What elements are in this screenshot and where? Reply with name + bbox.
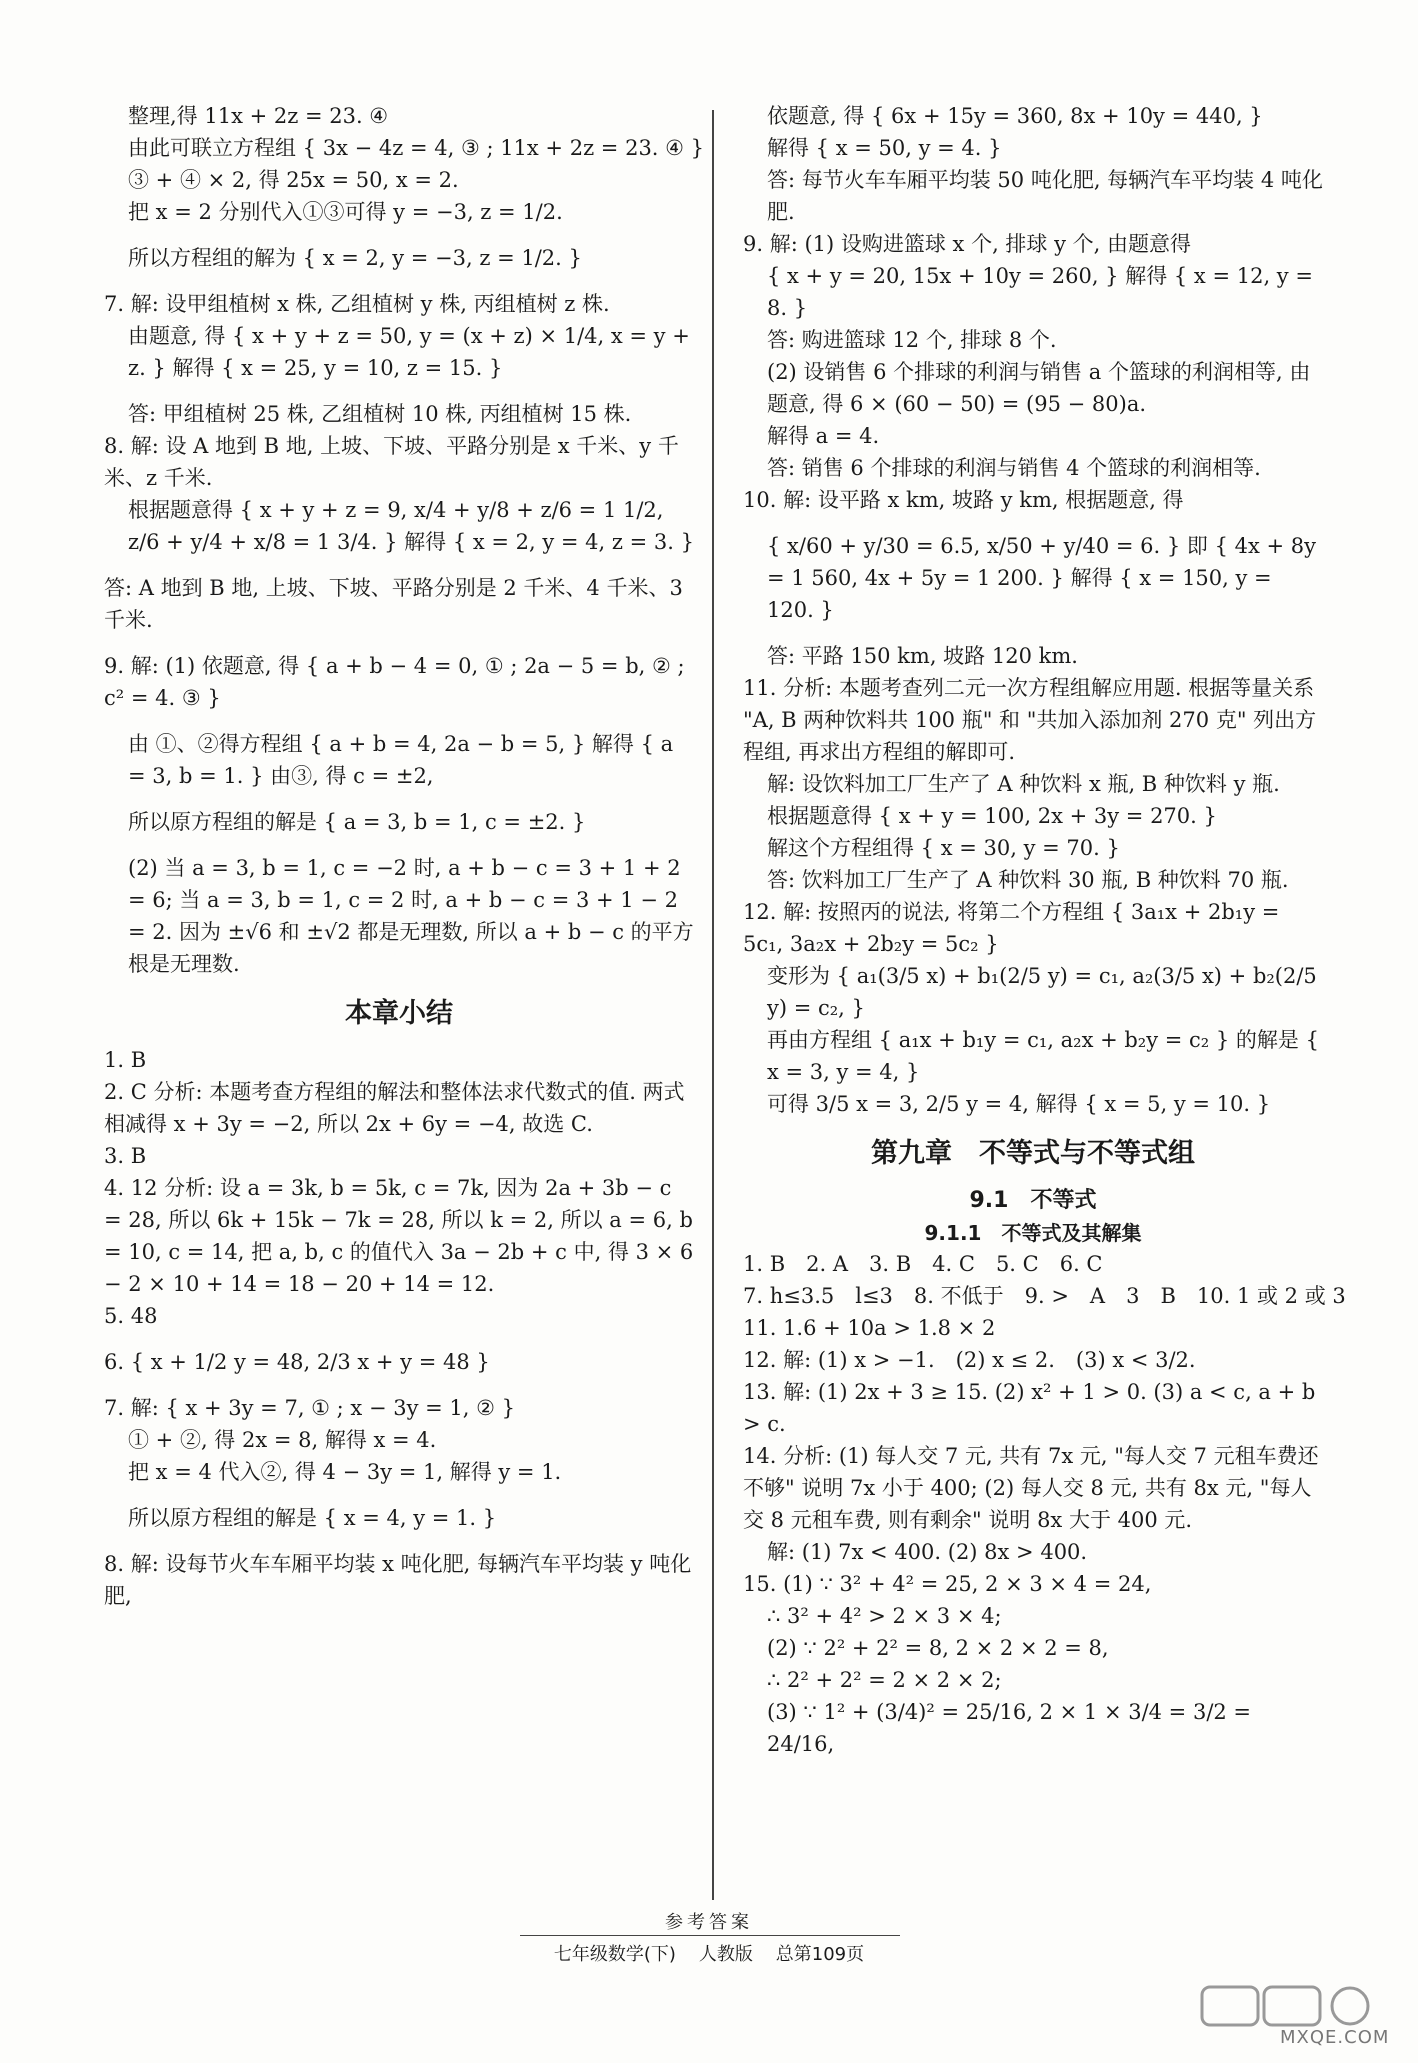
footer-title: 参考答案 (665, 1912, 753, 1933)
section-title: 9.1 不等式 (969, 1188, 1097, 1213)
text-line: 15. (1) ∵ 3² + 4² = 25, 2 × 3 × 4 = 24, (743, 1572, 1152, 1596)
text-line: 所以原方程组的解是 { x = 4, y = 1. } (128, 1506, 497, 1530)
text-line: 9. 解: (1) 依题意, 得 { a + b − 4 = 0, ① ; 2a − 5 = b, ② ; c² = 4. ③ } (104, 654, 685, 710)
text-line: 8. 解: 设每节火车车厢平均装 x 吨化肥, 每辆汽车平均装 y 吨化肥, (104, 1552, 692, 1608)
text-line: 解得 a = 4. (767, 424, 880, 448)
text-line: 7. 解: { x + 3y = 7, ① ; x − 3y = 1, ② } (104, 1396, 515, 1420)
text-line: 5. 48 (104, 1304, 158, 1328)
text-line: 答: 甲组植树 25 株, 乙组植树 10 株, 丙组植树 15 株. (128, 402, 632, 426)
text-line: 10. 解: 设平路 x km, 坡路 y km, 根据题意, 得 (743, 488, 1184, 512)
text-line: 可得 3/5 x = 3, 2/5 y = 4, 解得 { x = 5, y = 10. } (767, 1092, 1271, 1116)
left-column (104, 100, 705, 1612)
text-line: 7. 解: 设甲组植树 x 株, 乙组植树 y 株, 丙组植树 z 株. (104, 292, 610, 316)
text-line: 解这个方程组得 { x = 30, y = 70. } (767, 836, 1120, 860)
text-line: 答: A 地到 B 地, 上坡、下坡、平路分别是 2 千米、4 千米、3 千米. (104, 576, 683, 632)
text-line: 答: 饮料加工厂生产了 A 种饮料 30 瓶, B 种饮料 70 瓶. (767, 868, 1289, 892)
text-line: (3) ∵ 1² + (3/4)² = 25/16, 2 × 1 × 3/4 = 3/2 = 24/16, (767, 1700, 1252, 1756)
footer-info (0, 1940, 1418, 1966)
text-line: 答: 购进篮球 12 个, 排球 8 个. (767, 328, 1057, 352)
text-line: (2) ∵ 2² + 2² = 8, 2 × 2 × 2 = 8, (767, 1636, 1109, 1660)
text-line: 所以原方程组的解是 { a = 3, b = 1, c = ±2. } (128, 810, 586, 834)
text-line: 答: 销售 6 个排球的利润与销售 4 个篮球的利润相等. (767, 456, 1261, 480)
text-line: (2) 设销售 6 个排球的利润与销售 a 个篮球的利润相等, 由题意, 得 6 × (60 − 50) = (95 − 80)a. (767, 360, 1311, 416)
text-line: 再由方程组 { a₁x + b₁y = c₁, a₂x + b₂y = c₂ } 的解是 { x = 3, y = 4, } (767, 1028, 1319, 1084)
text-line: 2. C 分析: 本题考查方程组的解法和整体法求代数式的值. 两式相减得 x + 3y = −2, 所以 2x + 6y = −4, 故选 C. (104, 1080, 685, 1136)
text-line: 由题意, 得 { x + y + z = 50, y = (x + z) × 1/4, x = y + z. } 解得 { x = 25, y = 10, z = 15. } (128, 324, 690, 380)
text-line: 8. 解: 设 A 地到 B 地, 上坡、下坡、平路分别是 x 千米、y 千米、z 千米. (104, 434, 679, 490)
text-line: ∴ 2² + 2² = 2 × 2 × 2; (767, 1668, 1002, 1692)
text-line: 由 ①、②得方程组 { a + b = 4, 2a − b = 5, } 解得 { a = 3, b = 1. } 由③, 得 c = ±2, (128, 732, 674, 788)
text-line: 9. 解: (1) 设购进篮球 x 个, 排球 y 个, 由题意得 (743, 232, 1191, 256)
footer-rule (520, 1935, 900, 1936)
watermark-logo-icon (1200, 1985, 1400, 2029)
text-line: 变形为 { a₁(3/5 x) + b₁(2/5 y) = c₁, a₂(3/5 x) + b₂(2/5 y) = c₂, } (767, 964, 1317, 1020)
text-line: 根据题意得 { x + y = 100, 2x + 3y = 270. } (767, 804, 1217, 828)
text-line: ③ + ④ × 2, 得 25x = 50, x = 2. (128, 168, 459, 192)
text-line: (2) 当 a = 3, b = 1, c = −2 时, a + b − c = 3 + 1 + 2 = 6; 当 a = 3, b = 1, c = 2 时, a + b − c = 3 + 1 − 2 = 2. 因为 ±√6 和 ±√2 都是无理数, 所以 a + b − c 的平方根是无理数. (128, 856, 694, 976)
text-line: 11. 分析: 本题考查列二元一次方程组解应用题. 根据等量关系 "A, B 两种饮料共 100 瓶" 和 "共加入添加剂 270 克" 列出方程组, 再求出方程组的解即可. (743, 676, 1317, 764)
footer-edition: 人教版 (698, 1944, 753, 1965)
text-line: 3. B (104, 1144, 147, 1168)
text-line: 1. B 2. A 3. B 4. C 5. C 6. C (743, 1252, 1103, 1276)
text-line: 根据题意得 { x + y + z = 9, x/4 + y/8 + z/6 = 1 1/2, z/6 + y/4 + x/8 = 1 3/4. } 解得 { x = 2, y = 4, z = 3. } (128, 498, 694, 554)
text-line: 答: 每节火车车厢平均装 50 吨化肥, 每辆汽车平均装 4 吨化肥. (767, 168, 1323, 224)
text-line: 解得 { x = 50, y = 4. } (767, 136, 1002, 160)
column-divider (712, 110, 714, 1900)
text-line: 答: 平路 150 km, 坡路 120 km. (767, 644, 1078, 668)
footer-book: 七年级数学(下) (553, 1944, 676, 1965)
text-line: 12. 解: (1) x > −1. (2) x ≤ 2. (3) x < 3/2. (743, 1348, 1196, 1372)
text-line: { x/60 + y/30 = 6.5, x/50 + y/40 = 6. } 即 { 4x + 8y = 1 560, 4x + 5y = 1 200. } 解得 { x = 150, y = 120. } (767, 534, 1317, 622)
text-line: ① + ②, 得 2x = 8, 解得 x = 4. (128, 1428, 437, 1452)
text-line: 所以方程组的解为 { x = 2, y = −3, z = 1/2. } (128, 246, 582, 270)
right-column (743, 100, 1346, 1760)
text-line: 11. 1.6 + 10a > 1.8 × 2 (743, 1316, 996, 1340)
text-line: 4. 12 分析: 设 a = 3k, b = 5k, c = 7k, 因为 2a + 3b − c = 28, 所以 6k + 15k − 7k = 28, 所以 k = 2, 所以 a = 6, b = 10, c = 14, 把 a, b, c 的值代入 3a − 2b + c 中, 得 3 × 6 − 2 × 10 + 14 = 18 − 20 + 14 = 12. (104, 1176, 694, 1296)
text-line: 7. h≤3.5 l≤3 8. 不低于 9. > A 3 B 10. 1 或 2 或 3 (743, 1284, 1346, 1308)
text-line: 13. 解: (1) 2x + 3 ≥ 15. (2) x² + 1 > 0. (3) a < c, a + b > c. (743, 1380, 1316, 1436)
text-line: 由此可联立方程组 { 3x − 4z = 4, ③ ; 11x + 2z = 23. ④ } (128, 136, 705, 160)
text-line: ∴ 3² + 4² > 2 × 3 × 4; (767, 1604, 1002, 1628)
text-line: 1. B (104, 1048, 147, 1072)
text-line: 解: 设饮料加工厂生产了 A 种饮料 x 瓶, B 种饮料 y 瓶. (767, 772, 1280, 796)
text-line: 14. 分析: (1) 每人交 7 元, 共有 7x 元, "每人交 7 元租车费还不够" 说明 7x 小于 400; (2) 每人交 8 元, 共有 8x 元, "每人交 8 元租车费, 则有剩余" 说明 8x 大于 400 元. (743, 1444, 1319, 1532)
text-line: 解: (1) 7x < 400. (2) 8x > 400. (767, 1540, 1088, 1564)
footer-page: 总第109页 (775, 1944, 865, 1965)
text-line: 把 x = 2 分别代入①③可得 y = −3, z = 1/2. (128, 200, 563, 224)
watermark-url: MXQE.COM (1280, 2027, 1390, 2048)
text-line: 把 x = 4 代入②, 得 4 − 3y = 1, 解得 y = 1. (128, 1460, 562, 1484)
text-line: 依题意, 得 { 6x + 15y = 360, 8x + 10y = 440, } (767, 104, 1263, 128)
watermark (1200, 1985, 1400, 2055)
text-line: { x + y = 20, 15x + 10y = 260, } 解得 { x = 12, y = 8. } (767, 264, 1313, 320)
section-title: 本章小结 (345, 998, 453, 1029)
subsection-title: 9.1.1 不等式及其解集 (924, 1221, 1142, 1245)
text-line: 6. { x + 1/2 y = 48, 2/3 x + y = 48 } (104, 1350, 490, 1374)
chapter-title: 第九章 不等式与不等式组 (871, 1138, 1195, 1169)
text-line: 整理,得 11x + 2z = 23. ④ (128, 104, 389, 128)
text-line: 12. 解: 按照丙的说法, 将第二个方程组 { 3a₁x + 2b₁y = 5c₁, 3a₂x + 2b₂y = 5c₂ } (743, 900, 1280, 956)
